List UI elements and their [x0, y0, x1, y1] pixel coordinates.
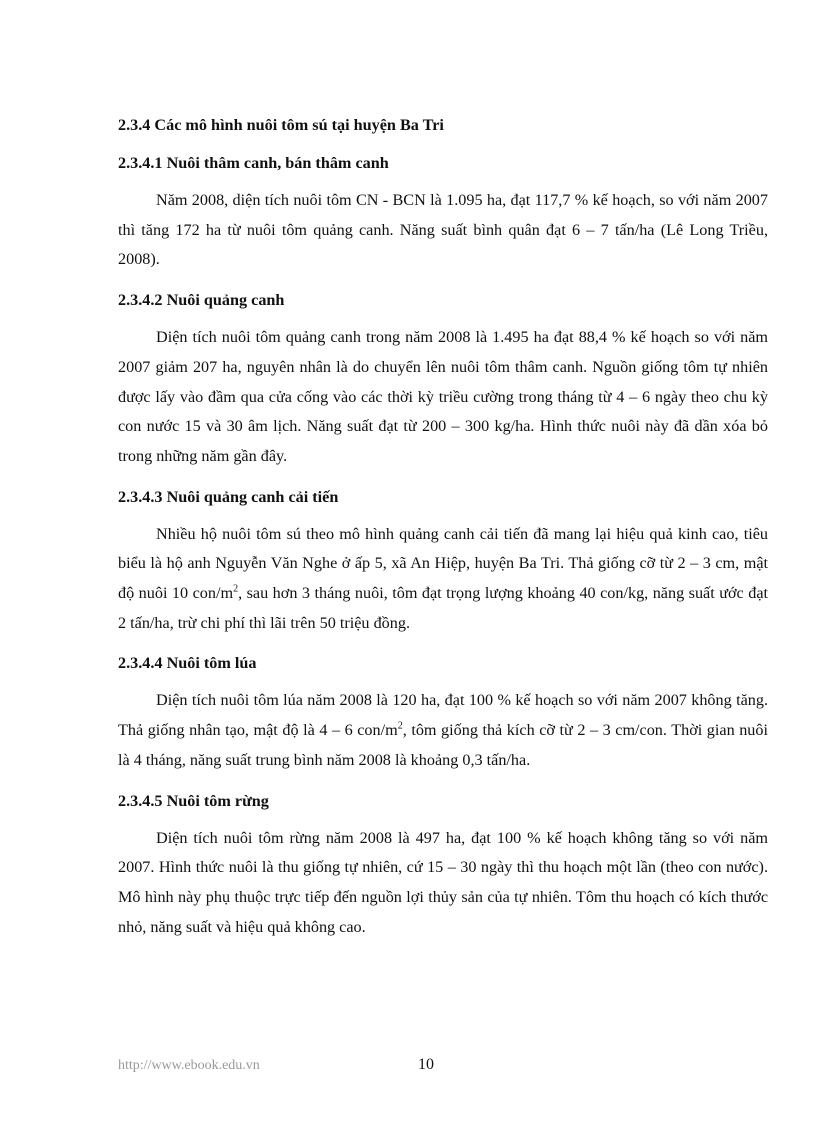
paragraph-text-part: , sau hơn 3 tháng nuôi, tôm đạt trọng lượng khoảng 40 con/kg, năng suất ước đạt 2 tấn/ha, trừ chi phí thì lãi trên 50 triệu đồng. [118, 584, 768, 632]
paragraph-extensive-farming: Diện tích nuôi tôm quảng canh trong năm 2008 là 1.495 ha đạt 88,4 % kế hoạch so với năm 2007 giảm 207 ha, nguyên nhân là do chuyển lên nuôi tôm thâm canh. Nguồn giống tôm tự nhiên được lấy vào đầm qua cửa cống vào các thời kỳ triều cường trong tháng từ 4 – 6 ngày theo chu kỳ con nước 15 và 30 âm lịch. Năng suất đạt từ 200 – 300 kg/ha. Hình thức nuôi này đã dần xóa bỏ trong những năm gần đây. [118, 328, 768, 465]
superscript: 2 [233, 583, 239, 595]
section-title-2-3-4-3: 2.3.4.3 Nuôi quảng canh cải tiến [118, 487, 339, 506]
section-title-2-3-4-2: 2.3.4.2 Nuôi quảng canh [118, 291, 285, 310]
paragraph-mangrove-shrimp: Diện tích nuôi tôm rừng năm 2008 là 497 ha, đạt 100 % kế hoạch không tăng so với năm 2007. Hình thức nuôi là thu giống tự nhiên, cứ 15 – 30 ngày thì thu hoạch một lần (theo con nước). Mô hình này phụ thuộc trực tiếp đến nguồn lợi thủy sản của tự nhiên. Tôm thu hoạch có kích thước nhỏ, năng suất và hiệu quả không cao. [118, 828, 768, 936]
section-title-2-3-4-1: 2.3.4.1 Nuôi thâm canh, bán thâm canh [118, 154, 389, 172]
page-number: 10 [418, 1056, 434, 1073]
paragraph-shrimp-rice [118, 686, 768, 775]
paragraph-intensive-farming: Năm 2008, diện tích nuôi tôm CN - BCN là 1.095 ha, đạt 117,7 % kế hoạch, so với năm 2007 thì tăng 172 ha từ nuôi tôm quảng canh. Năng suất bình quân đạt 6 – 7 tấn/ha (Lê Long Triều, 2008). [118, 191, 768, 269]
paragraph-text-part: Diện tích nuôi tôm lúa năm 2008 là 120 ha, đạt 100 % kế hoạch so với năm 2007 không tăng. Thả giống nhân tạo, mật độ là 4 – 6 con/m [118, 691, 768, 740]
paragraph-improved-extensive [118, 520, 768, 639]
section-title-2-3-4-5: 2.3.4.5 Nuôi tôm rừng [118, 791, 269, 810]
paragraph-text-part: Nhiều hộ nuôi tôm sú theo mô hình quảng canh cải tiến đã mang lại hiệu quả kinh cao, tiêu biểu là hộ anh Nguyễn Văn Nghe ở ấp 5, xã An Hiệp, huyện Ba Tri. Thả giống cỡ từ 2 – 3 cm, mật độ nuôi 10 con/m [118, 524, 768, 603]
superscript: 2 [397, 720, 403, 732]
section-title-2-3-4-4: 2.3.4.4 Nuôi tôm lúa [118, 654, 257, 673]
paragraph-text-part: , tôm giống thả kích cỡ từ 2 – 3 cm/con. Thời gian nuôi là 4 tháng, năng suất trung bình năm 2008 là khoảng 0,3 tấn/ha. [118, 721, 768, 769]
section-title-2-3-4: 2.3.4 Các mô hình nuôi tôm sú tại huyện Ba Tri [118, 116, 444, 134]
footer-url: http://www.ebook.edu.vn [118, 1058, 260, 1073]
page-content [118, 112, 768, 942]
